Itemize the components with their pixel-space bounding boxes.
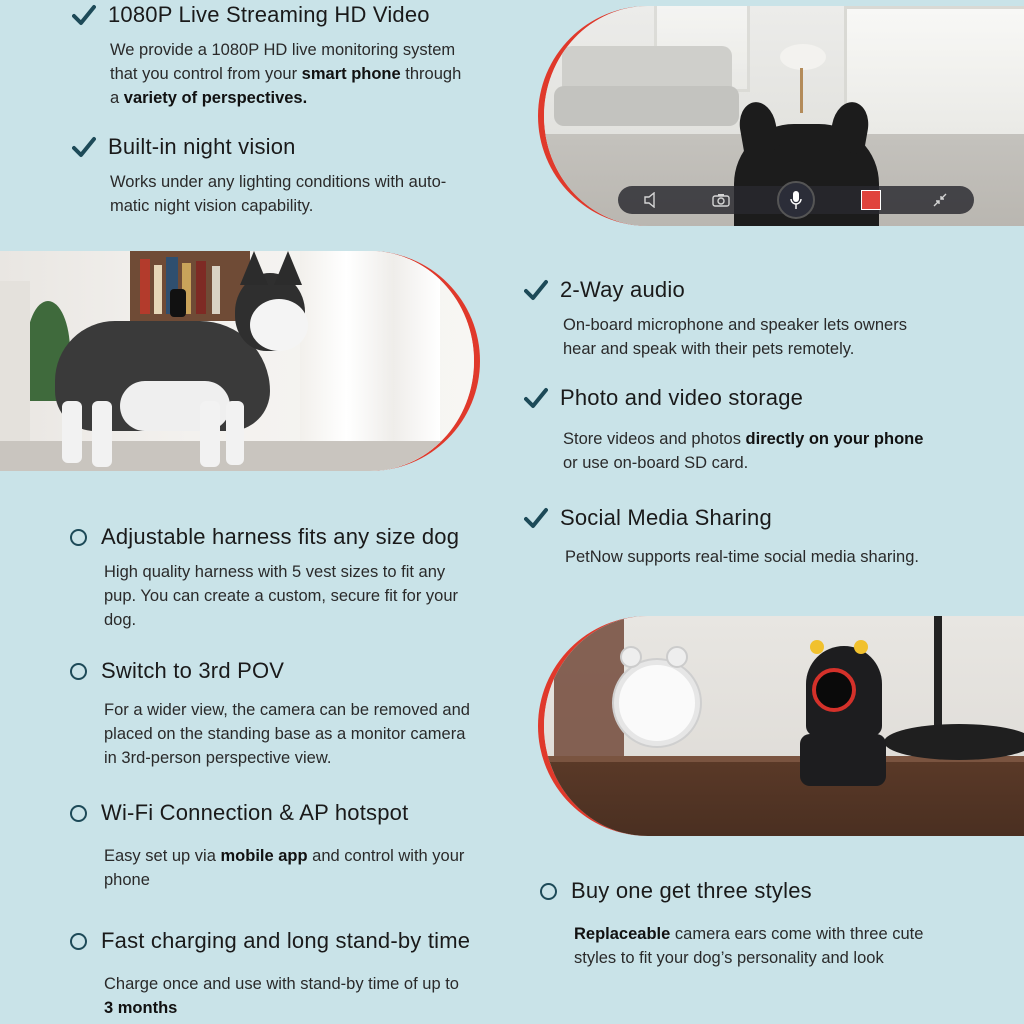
feature-streaming bbox=[72, 2, 512, 110]
camera-icon[interactable] bbox=[708, 190, 734, 210]
feature-description: For a wider view, the camera can be removed and placed on the standing base as a monitor camera in 3rd-person perspective view. bbox=[104, 701, 470, 767]
circle-bullet-icon bbox=[70, 805, 87, 822]
feature-charging bbox=[70, 928, 530, 1020]
feature-title: Buy one get three styles bbox=[571, 878, 812, 903]
feature-title: Adjustable harness fits any size dog bbox=[101, 524, 460, 549]
checkmark-icon bbox=[72, 3, 96, 27]
feature-pov bbox=[70, 658, 520, 770]
feature-description: Charge once and use with stand-by time of up to 3 months bbox=[104, 975, 459, 1017]
feature-description: We provide a 1080P HD live monitoring system that you control from your smart phone through a variety of perspectives. bbox=[110, 41, 462, 107]
circle-bullet-icon bbox=[70, 663, 87, 680]
camera-photo bbox=[538, 616, 1024, 836]
feature-title: Wi-Fi Connection & AP hotspot bbox=[101, 800, 409, 825]
stream-control-bar bbox=[618, 186, 974, 214]
feature-wifi bbox=[70, 800, 520, 892]
circle-bullet-icon bbox=[70, 933, 87, 950]
feature-description: On-board microphone and speaker lets owners hear and speak with their pets remotely. bbox=[563, 316, 907, 358]
feature-night-vision bbox=[72, 134, 512, 218]
feature-title: Fast charging and long stand-by time bbox=[101, 928, 471, 953]
feature-description: Works under any lighting conditions with auto- matic night vision capability. bbox=[110, 173, 447, 215]
microphone-icon[interactable] bbox=[777, 181, 815, 219]
feature-title: Photo and video storage bbox=[560, 385, 804, 410]
feature-harness bbox=[70, 524, 520, 632]
checkmark-icon bbox=[524, 386, 548, 410]
checkmark-icon bbox=[72, 135, 96, 159]
feature-styles bbox=[540, 878, 1010, 970]
feature-title: 1080P Live Streaming HD Video bbox=[108, 2, 430, 27]
feature-description: Easy set up via mobile app and control with your phone bbox=[104, 847, 465, 889]
feature-title: Switch to 3rd POV bbox=[101, 658, 285, 683]
feature-description: High quality harness with 5 vest sizes to fit any pup. You can create a custom, secure fit for your dog. bbox=[104, 563, 459, 629]
checkmark-icon bbox=[524, 278, 548, 302]
circle-bullet-icon bbox=[70, 529, 87, 546]
feature-title: Social Media Sharing bbox=[560, 505, 772, 530]
feature-social bbox=[524, 505, 1014, 569]
feature-title: 2-Way audio bbox=[560, 277, 685, 302]
feature-storage bbox=[524, 385, 1014, 475]
feature-audio bbox=[524, 277, 1004, 361]
live-stream-photo bbox=[538, 6, 1024, 226]
record-stop-icon[interactable] bbox=[858, 190, 884, 210]
collapse-icon[interactable] bbox=[927, 190, 953, 210]
speaker-icon[interactable] bbox=[639, 190, 665, 210]
husky-photo bbox=[0, 251, 480, 471]
feature-description: PetNow supports real-time social media sharing. bbox=[565, 548, 919, 566]
feature-description: Replaceable camera ears come with three cute styles to fit your dog’s personality and look bbox=[574, 925, 924, 967]
checkmark-icon bbox=[524, 506, 548, 530]
circle-bullet-icon bbox=[540, 883, 557, 900]
feature-description: Store videos and photos directly on your phone or use on-board SD card. bbox=[563, 430, 924, 472]
feature-title: Built-in night vision bbox=[108, 134, 296, 159]
